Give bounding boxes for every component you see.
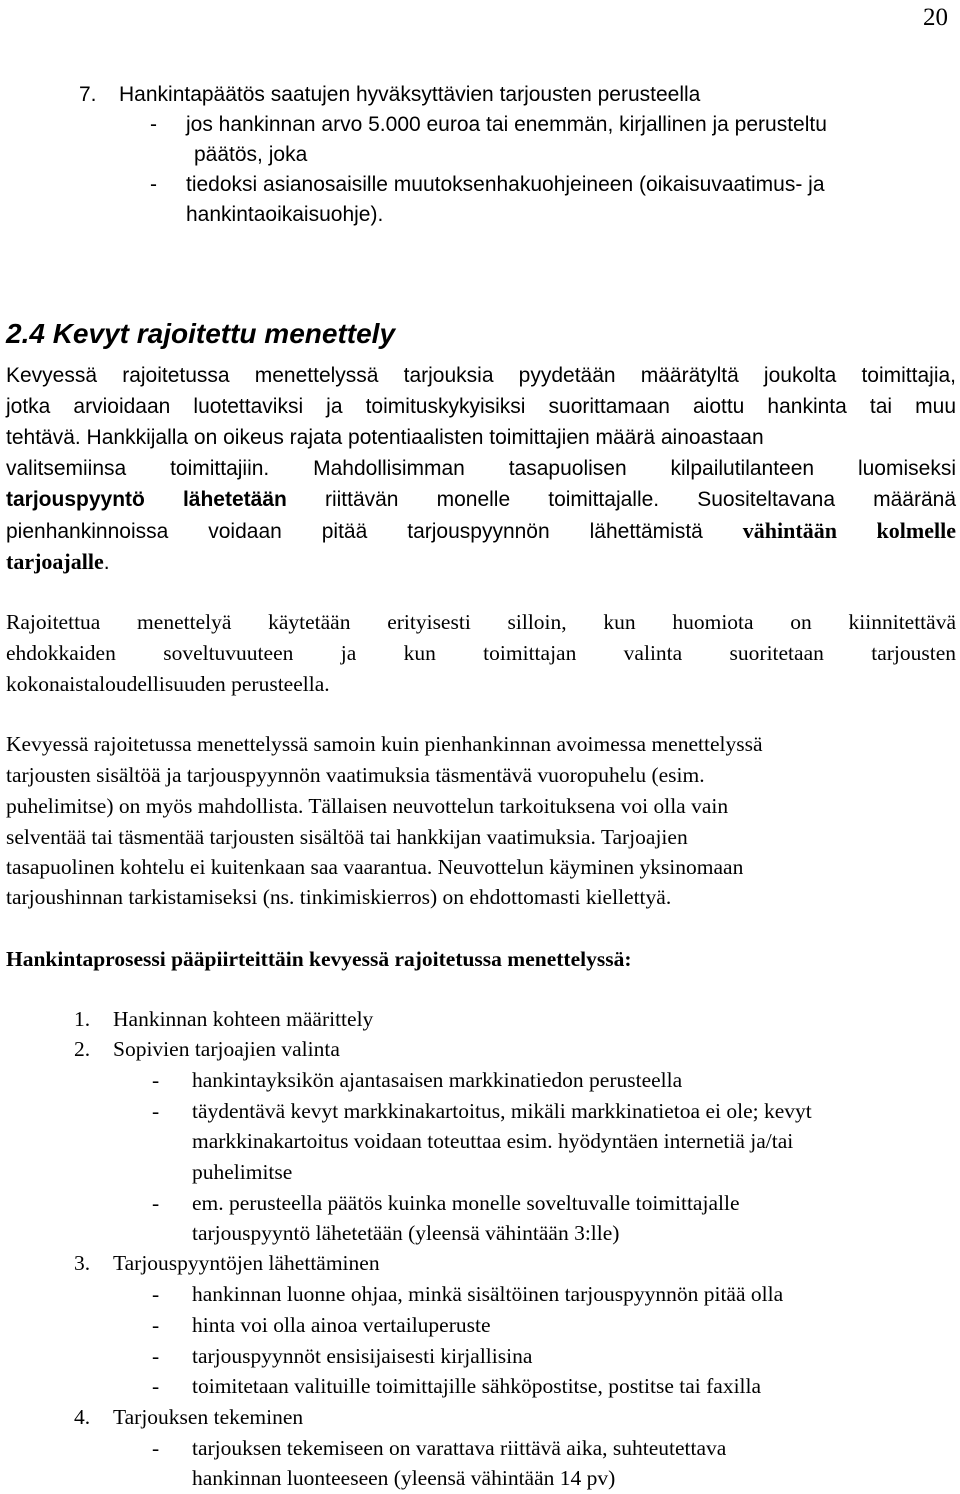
inline-text: riittävän monelle toimittajalle. Suositeltavana määränä — [286, 488, 957, 511]
inline-text: . — [103, 551, 110, 574]
step-3-text: Tarjouspyyntöjen lähettäminen — [113, 1251, 380, 1275]
sub-item-2-line-2: hankintaoikaisuohje). — [186, 203, 384, 226]
step-4-number: 4. — [74, 1405, 91, 1429]
paragraph-3-line-5: tasapuolinen kohtelu ei kuitenkaan saa vaarantua. Neuvottelun käyminen yksinomaan — [6, 855, 744, 879]
step-3-number: 3. — [74, 1251, 91, 1275]
dash-bullet: - — [150, 113, 157, 136]
sub-item-2-line-1: tiedoksi asianosaisille muutoksenhakuohjeineen (oikaisuvaatimus- ja — [186, 173, 825, 196]
paragraph-1 — [6, 361, 956, 578]
step-2-sub-b-line-1: täydentävä kevyt markkinakartoitus, mikäli markkinatietoa ei ole; kevyt — [192, 1099, 812, 1123]
paragraph-3-line-4: selventää tai täsmentää tarjousten sisältöä tai hankkijan vaatimuksia. Tarjoajien — [6, 825, 688, 849]
sub-item-1-line-2: päätös, joka — [194, 143, 308, 166]
step-2-sub-a: hankintayksikön ajantasaisen markkinatiedon perusteella — [192, 1068, 683, 1092]
dash-bullet: - — [152, 1313, 160, 1337]
step-3-sub-c: tarjouspyynnöt ensisijaisesti kirjallisina — [192, 1344, 533, 1368]
dash-bullet: - — [152, 1344, 160, 1368]
dash-bullet: - — [152, 1099, 160, 1123]
bold-text: tarjoajalle — [6, 549, 104, 574]
step-3-sub-a: hankinnan luonne ohjaa, minkä sisältöinen tarjouspyynnön pitää olla — [192, 1282, 784, 1306]
step-3-sub-d: toimitetaan valituille toimittajille sähköpostitse, postitse tai faxilla — [192, 1374, 762, 1398]
paragraph-line: kokonaistaloudellisuuden perusteella. — [6, 672, 330, 696]
step-1-text: Hankinnan kohteen määrittely — [113, 1007, 374, 1031]
step-2-number: 2. — [74, 1037, 91, 1061]
paragraph-line: Kevyessä rajoitetussa menettelyssä tarjouksia pyydetään määrätyltä joukolta toimittajia, — [6, 364, 956, 387]
step-2-sub-b-line-3: puhelimitse — [192, 1160, 293, 1184]
paragraph-3-line-6: tarjoushinnan tarkistamiseksi (ns. tinkimiskierros) on ehdottomasti kiellettyä. — [6, 885, 672, 909]
process-heading: Hankintaprosessi pääpiirteittäin kevyessä rajoitetussa menettelyssä: — [6, 947, 632, 971]
sub-item-1-line-1: jos hankinnan arvo 5.000 euroa tai enemmän, kirjallinen ja perusteltu — [186, 113, 827, 136]
paragraph-line — [6, 485, 956, 516]
paragraph-line: jotka arvioidaan luotettaviksi ja toimituskykyisiksi suorittamaan aiottu hankinta tai muu — [6, 395, 956, 418]
step-4-text: Tarjouksen tekeminen — [113, 1405, 304, 1429]
list-item-7-number: 7. — [79, 83, 97, 106]
section-heading: 2.4 Kevyt rajoitettu menettely — [6, 318, 396, 349]
paragraph-2 — [6, 607, 956, 700]
step-3-sub-b: hinta voi olla ainoa vertailuperuste — [192, 1313, 491, 1337]
dash-bullet: - — [152, 1374, 160, 1398]
step-2-sub-c-line-2: tarjouspyyntö lähetetään (yleensä vähintään 3:lle) — [192, 1221, 620, 1245]
bold-text: tarjouspyyntö lähetetään — [6, 488, 287, 511]
step-2-text: Sopivien tarjoajien valinta — [113, 1037, 340, 1061]
paragraph-line: tehtävä. Hankkijalla on oikeus rajata potentiaalisten toimittajien määrä ainoastaan — [6, 426, 764, 449]
step-2-sub-c-line-1: em. perusteella päätös kuinka monelle soveltuvalle toimittajalle — [192, 1191, 740, 1215]
dash-bullet: - — [152, 1068, 160, 1092]
paragraph-line — [6, 516, 956, 547]
paragraph-line: ehdokkaiden soveltuvuuteen ja kun toimittajan valinta suoritetaan tarjousten — [6, 641, 956, 665]
step-4-sub-a-line-1: tarjouksen tekemiseen on varattava riittävä aika, suhteutettava — [192, 1436, 727, 1460]
step-1-number: 1. — [74, 1007, 91, 1031]
paragraph-3-line-2: tarjousten sisältöä ja tarjouspyynnön vaatimuksia täsmentävä vuoropuhelu (esim. — [6, 763, 705, 787]
dash-bullet: - — [152, 1282, 160, 1306]
list-item-7-text: Hankintapäätös saatujen hyväksyttävien tarjousten perusteella — [119, 83, 701, 106]
page-number: 20 — [923, 4, 948, 31]
dash-bullet: - — [152, 1436, 160, 1460]
step-2-sub-b-line-2: markkinakartoitus voidaan toteuttaa esim. hyödyntäen internetiä ja/tai — [192, 1129, 794, 1153]
paragraph-3-line-3: puhelimitse) on myös mahdollista. Tällaisen neuvottelun tarkoituksena voi olla vain — [6, 794, 729, 818]
paragraph-line — [6, 547, 956, 578]
dash-bullet: - — [152, 1191, 160, 1215]
inline-text: pienhankinnoissa voidaan pitää tarjouspyynnön lähettämistä — [6, 520, 743, 543]
dash-bullet: - — [150, 173, 157, 196]
bold-text: vähintään kolmelle — [742, 518, 956, 543]
paragraph-line: Rajoitettua menettelyä käytetään erityisesti silloin, kun huomiota on kiinnitettävä — [6, 610, 956, 634]
step-4-sub-a-line-2: hankinnan luonteeseen (yleensä vähintään 14 pv) — [192, 1466, 616, 1490]
paragraph-line: valitsemiinsa toimittajiin. Mahdollisimman tasapuolisen kilpailutilanteen luomiseksi — [6, 457, 956, 480]
paragraph-3-line-1: Kevyessä rajoitetussa menettelyssä samoin kuin pienhankinnan avoimessa menettelyssä — [6, 732, 763, 756]
